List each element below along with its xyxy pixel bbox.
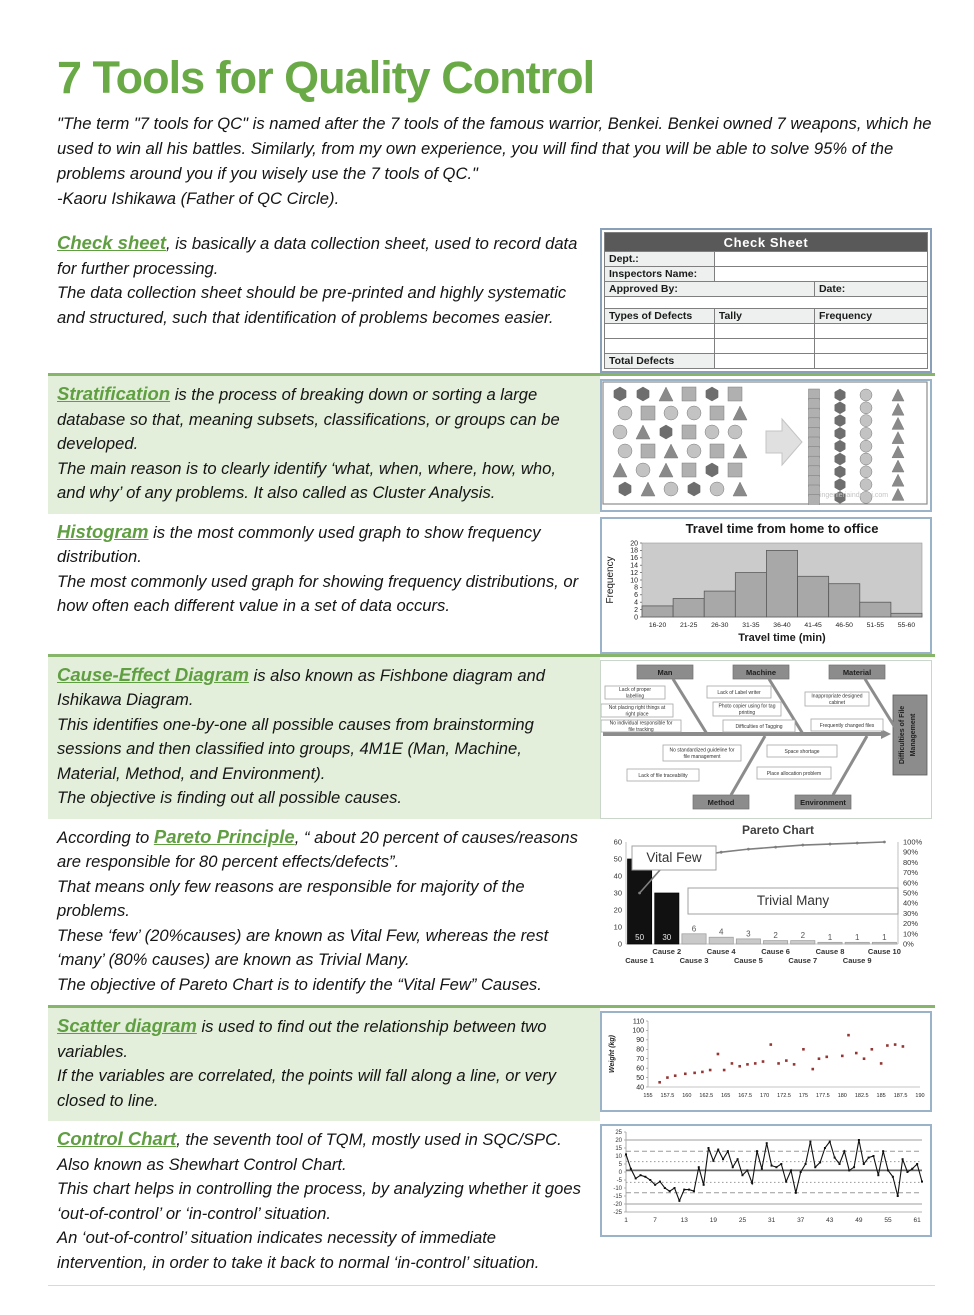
svg-text:0: 0 (618, 1170, 622, 1177)
svg-text:10: 10 (630, 577, 638, 585)
pareto-figure (600, 822, 932, 991)
svg-text:labelling: labelling (625, 693, 645, 700)
svg-text:3: 3 (746, 929, 751, 939)
svg-text:Weight (kg): Weight (kg) (609, 1035, 616, 1074)
section-pareto (48, 819, 935, 1006)
fishbone-figure (600, 660, 932, 819)
section-paragraph: The data collection sheet should be pre-printed and highly systematic and structured, such that identification of problems becomes easier. (57, 283, 567, 327)
svg-text:30: 30 (613, 888, 622, 898)
svg-text:Trivial Many: Trivial Many (756, 892, 830, 908)
svg-text:6: 6 (691, 924, 697, 934)
svg-text:177.5: 177.5 (815, 1093, 830, 1100)
svg-text:Cause 1: Cause 1 (625, 955, 654, 965)
svg-text:No individual responsible for: No individual responsible for (609, 720, 673, 727)
svg-text:80: 80 (636, 1046, 644, 1054)
svg-text:Photo copier using for tag: Photo copier using for tag (718, 703, 776, 710)
heading-continuation: is also known as Fishbone diagram and Ishikawa Diagram. (57, 665, 546, 710)
svg-text:cabinet: cabinet (828, 699, 846, 706)
section-paragraph: The objective is finding out all possible causes. (57, 788, 402, 808)
svg-text:160: 160 (682, 1093, 692, 1100)
svg-text:Travel time from home to offic: Travel time from home to office (685, 520, 879, 536)
svg-text:10: 10 (615, 1154, 622, 1161)
svg-text:4: 4 (718, 927, 724, 937)
section-figure-cause-effect (600, 657, 932, 819)
section-histogram (48, 514, 935, 654)
section-text-pareto (48, 819, 600, 1006)
section-paragraph: The most commonly used graph for showing frequency distributions, or how often each different value in a set of data occurs. (57, 571, 579, 616)
svg-text:0%: 0% (903, 939, 914, 949)
svg-text:Frequency: Frequency (605, 556, 616, 604)
svg-text:Cause 7: Cause 7 (788, 955, 818, 965)
svg-text:Cause 4: Cause 4 (706, 946, 736, 956)
svg-text:10%: 10% (903, 929, 919, 939)
section-lead-paragraph (57, 231, 586, 281)
svg-text:50: 50 (635, 932, 645, 942)
svg-text:21-25: 21-25 (679, 621, 698, 629)
svg-text:60: 60 (613, 837, 622, 847)
svg-text:40: 40 (636, 1084, 644, 1092)
section-figure-control-chart (600, 1121, 932, 1237)
svg-text:167.5: 167.5 (738, 1093, 753, 1100)
svg-text:20: 20 (615, 1138, 622, 1145)
svg-text:190: 190 (915, 1093, 925, 1100)
svg-text:19: 19 (709, 1217, 717, 1225)
heading-continuation: , “ about 20 percent of causes/reasons are responsible for 80 percent effects/defects”. (57, 827, 578, 872)
svg-text:165: 165 (721, 1093, 731, 1100)
svg-text:2: 2 (800, 930, 806, 940)
svg-text:-15: -15 (613, 1194, 622, 1201)
heading-continuation: is the most commonly used graph to show frequency distribution. (57, 522, 541, 567)
svg-text:16: 16 (630, 554, 638, 562)
section-heading-cause-effect: Cause-Effect Diagram (57, 663, 249, 685)
svg-text:40%: 40% (903, 898, 919, 908)
svg-text:Pareto Chart: Pareto Chart (741, 822, 815, 837)
svg-text:18: 18 (630, 547, 638, 555)
svg-text:26-30: 26-30 (711, 621, 729, 629)
svg-text:61: 61 (913, 1217, 921, 1225)
svg-text:Method: Method (707, 797, 735, 807)
svg-text:4: 4 (634, 599, 638, 607)
svg-text:20%: 20% (903, 918, 919, 928)
section-lead-paragraph (57, 382, 586, 457)
section-figure-check-sheet (600, 225, 932, 373)
svg-text:file tracking: file tracking (628, 726, 654, 733)
svg-text:175: 175 (798, 1093, 809, 1100)
heading-continuation: is used to find out the relationship between two variables. (57, 1017, 547, 1061)
svg-text:10: 10 (613, 922, 622, 932)
svg-text:-25: -25 (613, 1210, 622, 1217)
section-paragraph: The main reason is to clearly identify ‘what, when, where, how, who, and why’ of any problems. It also called as Cluster Analysis. (57, 458, 556, 503)
svg-text:Space shortage: Space shortage (784, 748, 820, 755)
svg-text:16-20: 16-20 (648, 621, 667, 629)
intro-quote: "The term "7 tools for QC" is named after the 7 tools of the famous warrior, Benkei. Benkei owned 7 weapons, which he used to win all his battles. Similarly, from my own experience, you will find that you will be able to solve 95% of the problems around you if you wisely use the 7 tools of QC." (57, 114, 932, 184)
svg-text:1: 1 (854, 932, 860, 942)
svg-text:0: 0 (617, 939, 622, 949)
svg-text:100: 100 (632, 1027, 644, 1035)
svg-text:14: 14 (630, 562, 638, 570)
section-text-scatter (48, 1008, 600, 1121)
section-paragraph: These ‘few’ (20%causes) are known as Vital Few, whereas the rest ‘many’ (80% causes) are known as Trivial Many. (57, 925, 549, 970)
svg-text:1: 1 (827, 932, 833, 942)
svg-text:36-40: 36-40 (773, 621, 791, 629)
svg-text:Management: Management (910, 713, 917, 757)
svg-text:157.5: 157.5 (660, 1093, 675, 1100)
svg-text:90%: 90% (903, 847, 919, 857)
svg-text:70%: 70% (903, 867, 919, 877)
section-text-histogram (48, 514, 600, 627)
svg-text:5: 5 (618, 1162, 622, 1169)
svg-text:file management: file management (683, 753, 721, 760)
histogram-figure (600, 517, 932, 654)
section-cause-effect (48, 654, 935, 819)
svg-text:Cause 5: Cause 5 (734, 955, 763, 965)
svg-text:-5: -5 (616, 1178, 622, 1185)
section-lead-paragraph (57, 520, 586, 570)
svg-text:90: 90 (636, 1037, 644, 1045)
section-text-cause-effect (48, 657, 600, 819)
svg-text:Cause 3: Cause 3 (679, 955, 709, 965)
svg-text:41-45: 41-45 (804, 621, 822, 629)
section-heading-pareto: Pareto Principle (153, 825, 295, 847)
section-paragraph: This identifies one-by-one all possible causes from brainstorming sessions and then classified into groups, 4M1E (Man, Machine, Material, Method, and Environment). (57, 714, 534, 783)
scatter-figure (600, 1011, 932, 1112)
heading-prefix: According to (57, 827, 154, 847)
svg-text:182.5: 182.5 (854, 1093, 869, 1100)
svg-text:30%: 30% (903, 908, 919, 918)
svg-text:185: 185 (876, 1093, 886, 1100)
heading-continuation: is the process of breaking down or sorting a large database so that, meaning subsets, classifications, or groups can be developed. (57, 385, 560, 454)
svg-text:-10: -10 (613, 1186, 622, 1193)
check-sheet-figure: Check Sheet Dept.: Inspectors Name: Approved By: Date: Types of Defects Tally Frequency Total Defects (600, 228, 932, 373)
section-lead-paragraph (57, 663, 586, 713)
svg-text:Material: Material (842, 667, 872, 677)
document-page (0, 54, 974, 1315)
svg-text:0: 0 (634, 614, 638, 622)
section-lead-paragraph (57, 1014, 586, 1064)
svg-text:30: 30 (662, 932, 672, 942)
section-check-sheet (48, 225, 935, 373)
svg-text:Cause 6: Cause 6 (761, 946, 790, 956)
svg-text:1: 1 (882, 932, 887, 942)
section-figure-histogram (600, 514, 932, 654)
svg-text:Place allocation problem: Place allocation problem (766, 770, 822, 777)
section-paragraph: An ‘out-of-control’ situation indicates necessity of immediate intervention, in order to take it back to normal ‘in-control’ situation. (57, 1228, 540, 1272)
svg-text:25: 25 (738, 1217, 747, 1225)
page-title: 7 Tools for Quality Control (57, 52, 595, 103)
svg-text:Not placing right things at: Not placing right things at (608, 704, 666, 711)
svg-text:1: 1 (624, 1217, 628, 1225)
svg-text:80%: 80% (903, 857, 919, 867)
section-paragraph: This chart helps in controlling the process, by analyzing whether it goes ‘out-of-control’ or ‘in-control’ situation. (57, 1179, 581, 1223)
control-chart-figure (600, 1124, 932, 1237)
svg-text:155: 155 (643, 1093, 653, 1100)
svg-text:37: 37 (797, 1217, 805, 1225)
svg-text:2: 2 (634, 606, 638, 614)
svg-text:43: 43 (826, 1217, 834, 1225)
svg-text:8: 8 (634, 584, 638, 592)
svg-text:Cause 10: Cause 10 (867, 946, 901, 956)
svg-text:6: 6 (634, 591, 638, 599)
heading-continuation: , the seventh tool of TQM, mostly used in SQC/SPC. (176, 1130, 562, 1150)
svg-text:172.5: 172.5 (777, 1093, 791, 1100)
svg-text:60: 60 (636, 1065, 644, 1073)
svg-text:60%: 60% (903, 878, 919, 888)
svg-text:50: 50 (636, 1075, 644, 1083)
svg-text:46-50: 46-50 (835, 621, 853, 629)
svg-text:50%: 50% (903, 888, 919, 898)
svg-text:Frequently changed files: Frequently changed files (819, 722, 875, 729)
section-text-control-chart (48, 1121, 600, 1283)
svg-text:7: 7 (653, 1217, 657, 1225)
svg-text:Machine: Machine (745, 667, 777, 677)
section-paragraph: If the variables are correlated, the points will fall along a line, or very closed to line. (57, 1066, 556, 1110)
svg-text:100%: 100% (903, 837, 923, 847)
svg-text:Environment: Environment (800, 797, 846, 807)
section-paragraph: The objective of Pareto Chart is to identify the “Vital Few” Causes. (57, 974, 542, 994)
svg-text:31-35: 31-35 (742, 621, 760, 629)
section-heading-stratification: Stratification (57, 383, 171, 405)
svg-text:Lack of Label writer: Lack of Label writer (717, 689, 761, 696)
svg-text:Difficulties of Tagging: Difficulties of Tagging (735, 723, 783, 730)
svg-text:printing: printing (738, 709, 756, 716)
svg-text:180: 180 (837, 1093, 847, 1100)
section-figure-pareto (600, 819, 932, 991)
svg-text:162.5: 162.5 (699, 1093, 714, 1100)
section-lead-paragraph (57, 825, 586, 875)
svg-text:15: 15 (615, 1146, 622, 1153)
svg-text:2: 2 (773, 930, 778, 940)
svg-text:No standardized guideline for: No standardized guideline for (669, 747, 735, 754)
stratification-figure (600, 379, 932, 512)
section-heading-control-chart: Control Chart (57, 1128, 177, 1150)
svg-text:Cause 9: Cause 9 (842, 955, 872, 965)
heading-continuation: , is basically a data collection sheet, used to record data for further processing. (57, 234, 578, 278)
bottom-divider (48, 1285, 935, 1286)
svg-text:Difficulties of File: Difficulties of File (899, 705, 906, 764)
svg-text:Travel time (min): Travel time (min) (738, 631, 826, 644)
section-heading-check-sheet: Check sheet (57, 232, 166, 254)
svg-text:20: 20 (613, 905, 622, 915)
section-paragraph: That means only few reasons are responsible for majority of the problems. (57, 876, 525, 921)
svg-text:25: 25 (615, 1130, 622, 1137)
section-heading-scatter: Scatter diagram (57, 1015, 197, 1037)
svg-text:20: 20 (630, 540, 638, 548)
svg-text:55: 55 (884, 1217, 892, 1225)
section-paragraph: Also known as Shewhart Control Chart. (57, 1154, 347, 1174)
intro-attribution: -Kaoru Ishikawa (Father of QC Circle). (57, 189, 340, 209)
section-figure-stratification (600, 376, 932, 512)
section-text-stratification (48, 376, 600, 514)
svg-text:ingenieriaindustri.com: ingenieriaindustri.com (819, 492, 889, 500)
svg-text:55-60: 55-60 (897, 621, 916, 629)
svg-text:Cause 2: Cause 2 (652, 946, 682, 956)
svg-text:187.5: 187.5 (893, 1093, 908, 1100)
svg-text:49: 49 (855, 1217, 863, 1225)
svg-text:-20: -20 (613, 1202, 622, 1209)
svg-text:70: 70 (636, 1056, 644, 1064)
svg-text:12: 12 (630, 569, 638, 577)
svg-text:13: 13 (680, 1217, 688, 1225)
section-lead-paragraph (57, 1127, 586, 1153)
svg-text:50: 50 (613, 854, 622, 864)
svg-text:Lack of proper: Lack of proper (619, 686, 651, 693)
section-heading-histogram: Histogram (57, 520, 149, 542)
svg-text:Inappropriate designed: Inappropriate designed (811, 693, 863, 700)
svg-text:51-55: 51-55 (866, 621, 885, 629)
svg-text:Vital Few: Vital Few (646, 849, 702, 865)
svg-text:Man: Man (657, 667, 673, 677)
svg-text:170: 170 (759, 1093, 770, 1100)
section-control-chart (48, 1121, 935, 1283)
section-figure-scatter (600, 1008, 932, 1112)
svg-text:31: 31 (767, 1217, 776, 1225)
sections-container (48, 225, 935, 1283)
section-stratification (48, 373, 935, 514)
section-scatter (48, 1005, 935, 1121)
svg-text:110: 110 (632, 1018, 644, 1026)
svg-text:Cause 8: Cause 8 (815, 946, 845, 956)
section-text-check-sheet (48, 225, 600, 338)
svg-text:right place: right place (625, 711, 649, 718)
svg-text:Lack of file traceability: Lack of file traceability (638, 772, 688, 779)
svg-text:40: 40 (613, 871, 622, 881)
